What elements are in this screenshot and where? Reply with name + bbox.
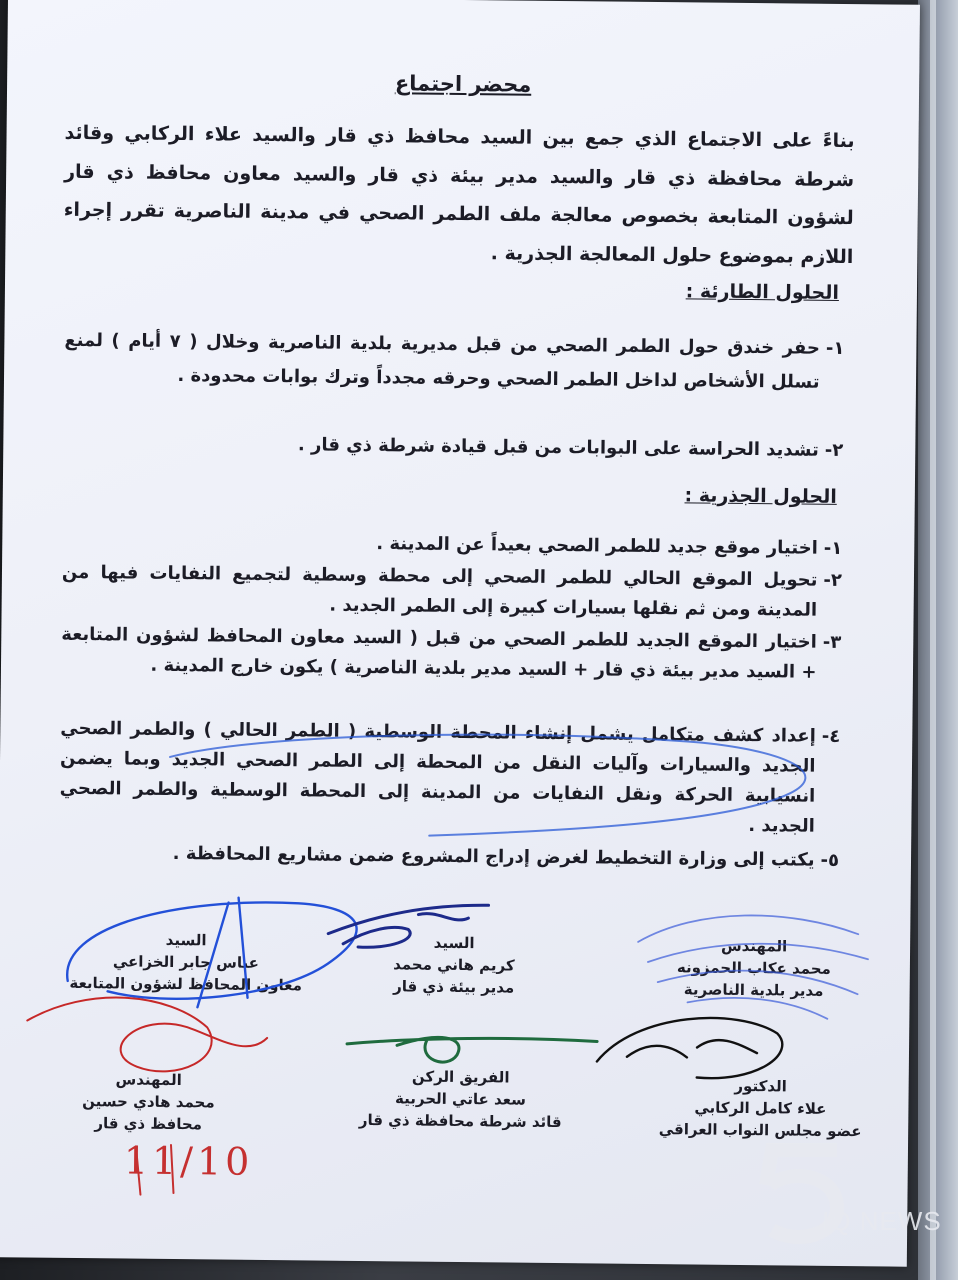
signature-honorific: المهندس (720, 936, 788, 956)
signature-honorific: السيد (433, 933, 475, 953)
item-text: اختيار موقع جديد للطمر الصحي بعيداً عن المدينة . (376, 533, 818, 559)
item-number: ١- (825, 337, 845, 360)
signature-honorific: السيد (165, 930, 207, 950)
signature-name: كريم هاني محمد (393, 955, 515, 975)
section-heading-radical: الحلول الجذرية : (684, 484, 837, 508)
sleeve-highlight (930, 0, 936, 1280)
section-heading-emergency: الحلول الطارئة : (685, 280, 840, 304)
signature-block-municipality-director (634, 934, 875, 1003)
item-number: ٣- (822, 631, 842, 653)
black-signature-mp (597, 1017, 783, 1079)
signature-name: محمد عكاب الحمزونه (676, 958, 831, 978)
signature-block-environment-director (334, 931, 575, 1000)
handwritten-date: 11/10 (123, 1138, 254, 1184)
item-text: تحويل الموقع الحالي للطمر الصحي إلى محطة وسطية لتجميع النفايات فيها من المدينة ومن ثم نقلها بسيارات كبيرة إلى الطمر الجديد . (61, 561, 818, 621)
green-signature-police (347, 1036, 597, 1063)
list-item (61, 620, 842, 688)
signature-name: علاء كامل الركابي (694, 1098, 827, 1118)
watermark-text: IQ NEWS (822, 1206, 942, 1236)
item-text: يكتب إلى وزارة التخطيط لغرض إدراج المشروع ضمن مشاريع المحافظة . (172, 842, 815, 871)
item-text: إعداد كشف متكامل يشمل إنشاء المحطة الوسطية ( الطمر الحالي ) والطمر الصحي الجديد والسيارات وآليات النقل من المحطة إلى الطمر الصحي الجديد وبما يضمن انسيابية الحركة ونقل النفايات من المدينة إلى المحطة الوسطية والطمر الصحي الجديد . (59, 717, 816, 837)
item-number: ٢- (823, 569, 843, 591)
item-number: ٥- (820, 849, 840, 871)
signature-name: محمد هادي حسين (82, 1092, 215, 1112)
item-text: تشديد الحراسة على البوابات من قبل قيادة شرطة ذي قار . (297, 434, 819, 461)
signature-block-police-chief (340, 1065, 581, 1134)
plastic-sleeve-edge (918, 0, 958, 1280)
item-number: ١- (823, 537, 843, 559)
item-number: ٢- (824, 439, 844, 461)
signature-honorific: الفريق الركن (411, 1067, 510, 1087)
signature-block-governor (28, 1068, 269, 1137)
intro-paragraph: بناءً على الاجتماع الذي جمع بين السيد محافظ ذي قار والسيد علاء الركابي وقائد شرطة محافظة ذي قار والسيد مدير بيئة ذي قار والسيد معاون محافظ ذي قار لشؤون المتابعة بخصوص معالجة ملف الطمر الصحي في مدينة الناصرية تقرر إجراء اللازم بموضوع حلول المعالجة الجذرية . (63, 121, 855, 268)
signature-role: معاون المحافظ لشؤون المتابعة (69, 973, 303, 995)
list-item (59, 714, 840, 842)
signature-name: سعد عاتي الحربية (395, 1089, 526, 1109)
list-item (59, 838, 839, 876)
list-item (64, 324, 845, 400)
document-title: محضر اجتماع (394, 71, 532, 97)
list-item (62, 558, 843, 626)
item-text: اختيار الموقع الجديد للطمر الصحي من قبل ( السيد معاون المحافظ لشؤون المتابعة + السيد مدير بيئة ذي قار + السيد مدير بلدية الناصرية ) يكون خارج المدينة . (61, 623, 817, 683)
signature-role: عضو مجلس النواب العراقي (658, 1120, 862, 1141)
signature-role: قائد شرطة محافظة ذي قار (358, 1110, 562, 1132)
signature-honorific: المهندس (115, 1070, 182, 1090)
red-signature-governor (27, 997, 268, 1073)
item-text: حفر خندق حول الطمر الصحي من قبل مديرية بلدية الناصرية وخلال ( ٧ أيام ) لمنع تسلل الأشخاص لداخل الطمر الصحي وحرقه مجدداً وترك بوابات محدودة . (64, 329, 820, 393)
signature-honorific: الدكتور (734, 1076, 787, 1096)
signature-role: مدير بيئة ذي قار (393, 977, 515, 997)
item-number: ٤- (821, 725, 841, 747)
signature-block-deputy-governor (66, 928, 307, 997)
signature-role: محافظ ذي قار (94, 1114, 203, 1134)
signature-role: مدير بلدية الناصرية (683, 980, 824, 1000)
signature-name: عباس جابر الخزاعي (112, 952, 260, 972)
list-item (63, 428, 843, 466)
